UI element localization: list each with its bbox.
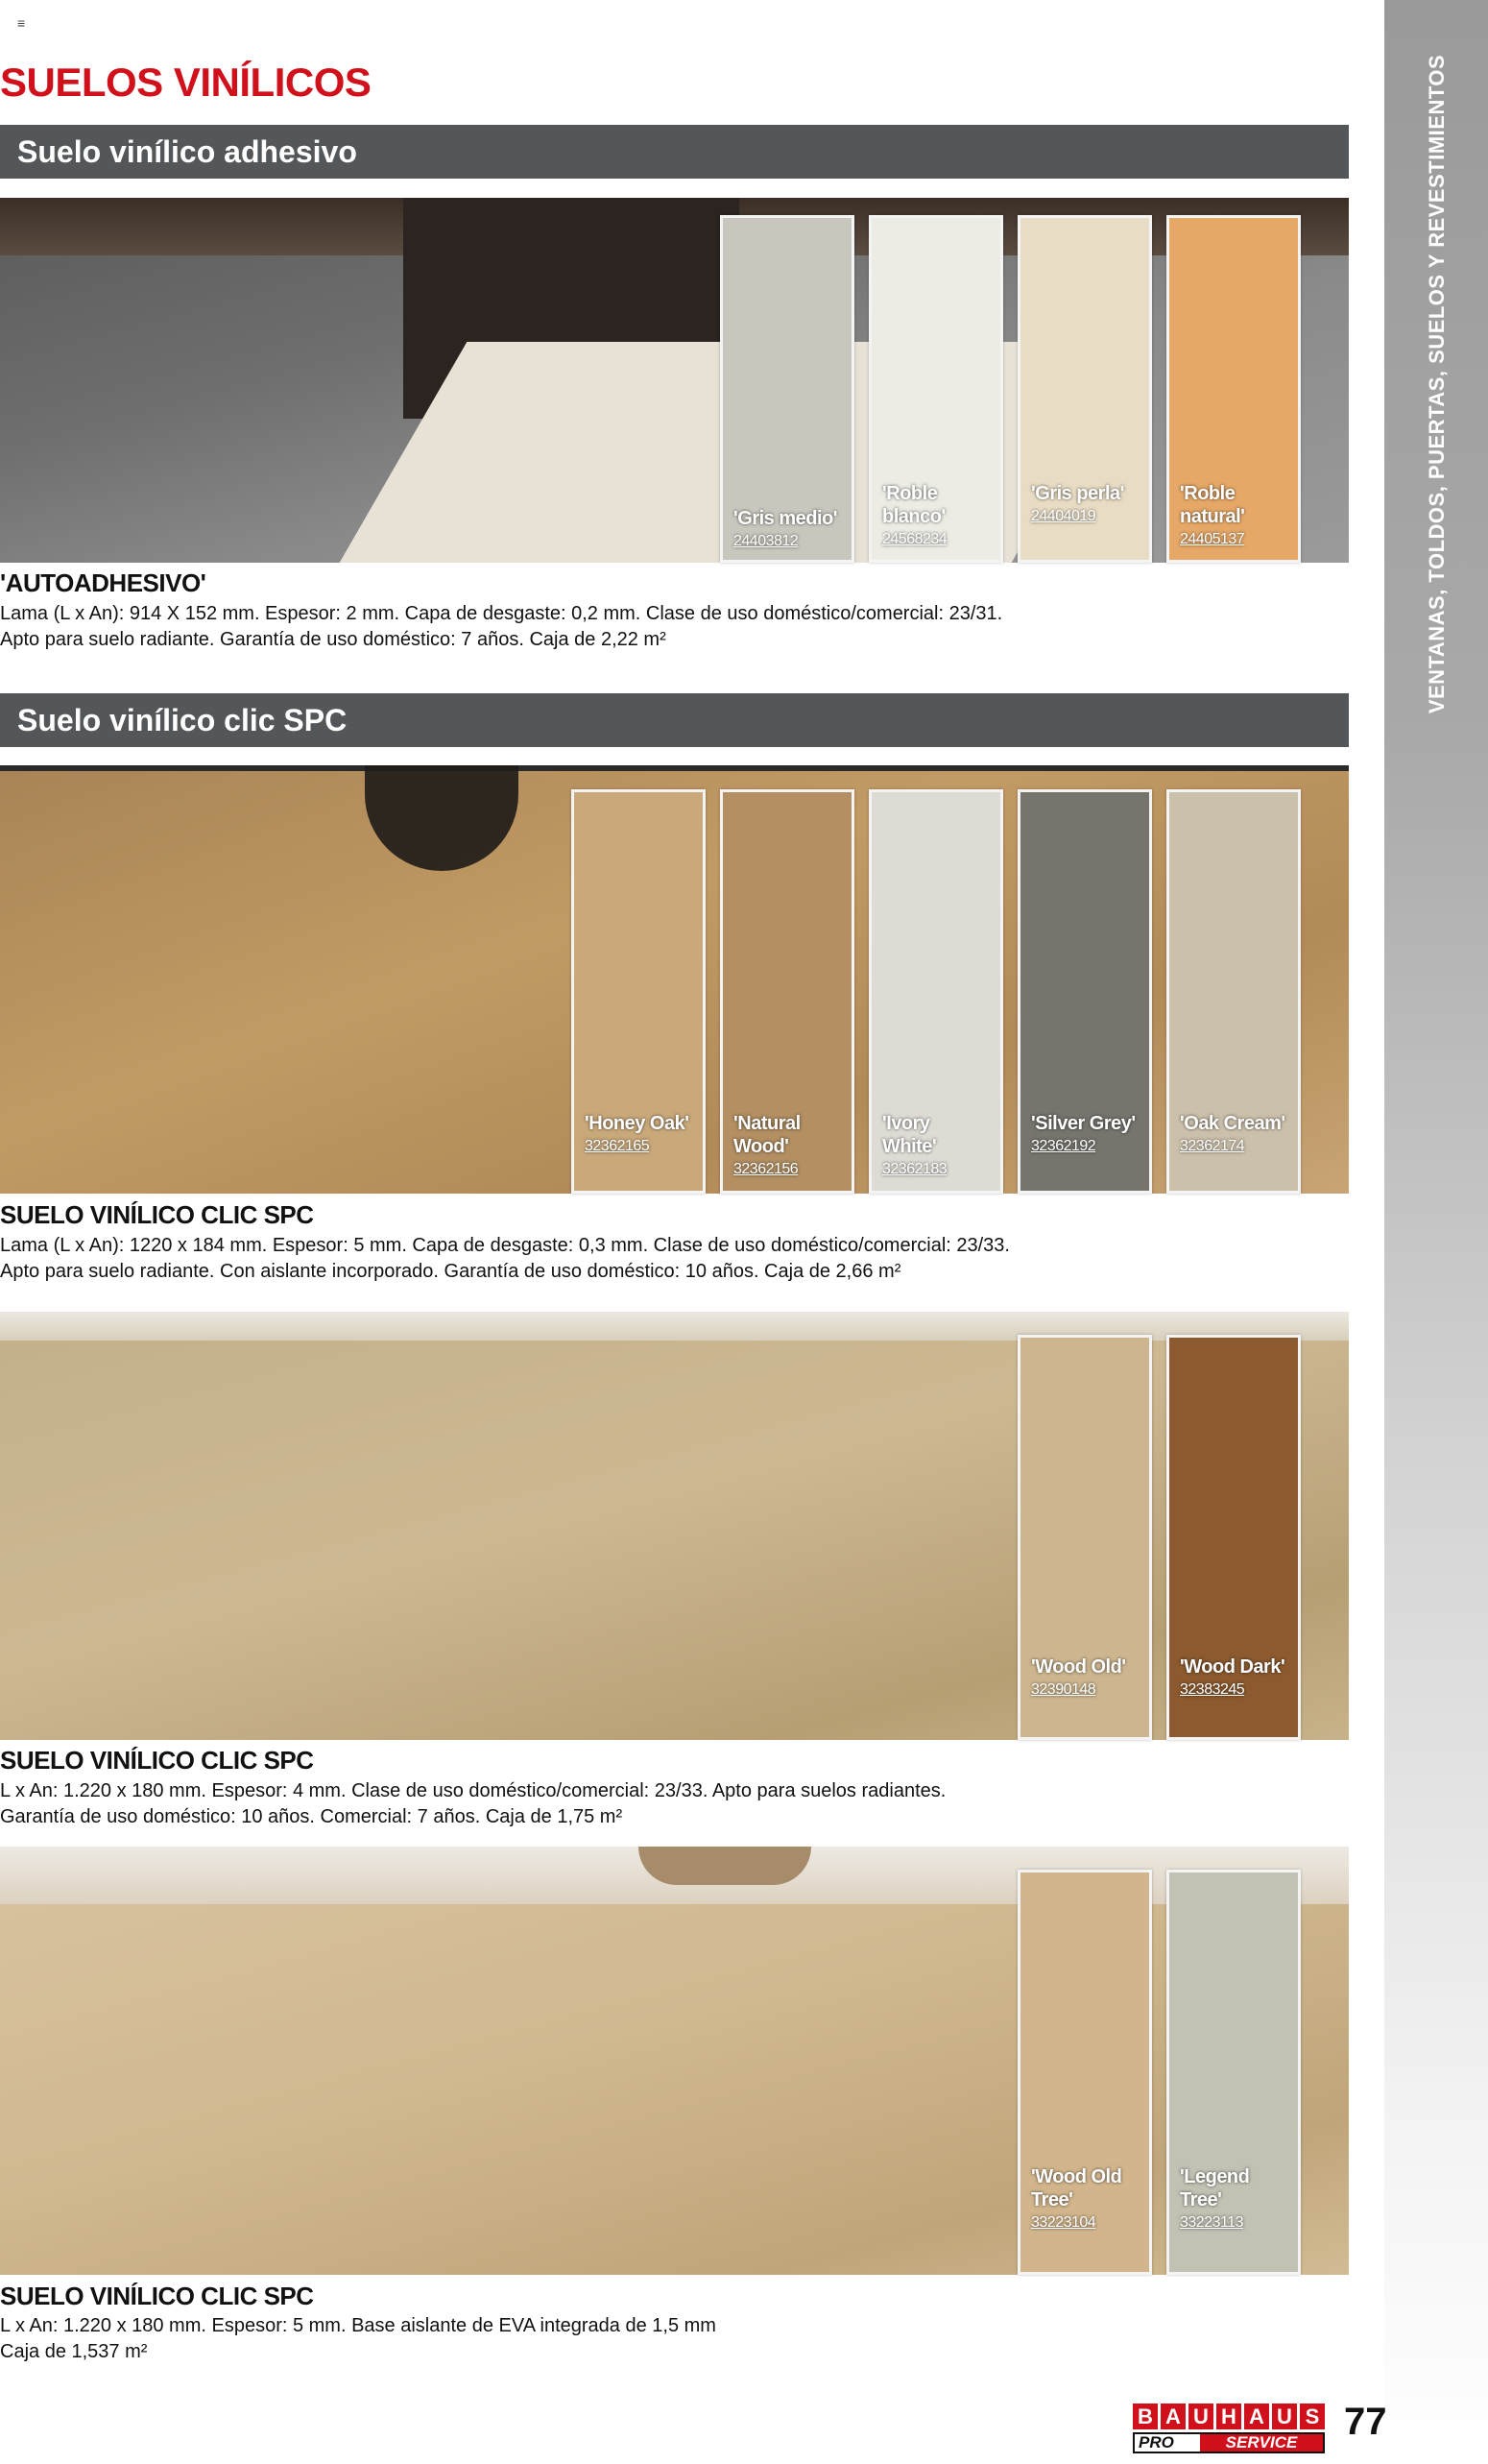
product-code: 32390148 [1031, 1681, 1096, 1698]
swatch-label: 'Wood Old' 32390148 [1031, 1655, 1175, 1700]
product-description-line: Caja de 1,537 m² [0, 2341, 148, 2362]
product-description-line: Garantía de uso doméstico: 10 años. Comercial: 7 años. Caja de 1,75 m² [0, 1806, 623, 1827]
swatch-label: 'Roble blanco' 24568234 [882, 482, 988, 549]
product-code: 32383245 [1180, 1681, 1245, 1698]
swatch-label: 'Honey Oak' 32362165 [585, 1112, 729, 1156]
logo-letter: B [1133, 2404, 1158, 2429]
product-description-line: Lama (L x An): 914 X 152 mm. Espesor: 2 mm. Capa de desgaste: 0,2 mm. Clase de uso doméstico/comercial: 23/31. [0, 603, 1003, 624]
product-description-line: L x An: 1.220 x 180 mm. Espesor: 4 mm. Clase de uso doméstico/comercial: 23/33. Apto para suelos radiantes. [0, 1780, 947, 1801]
logo-letter: A [1244, 2404, 1269, 2429]
menu-icon[interactable]: ≡ [17, 15, 26, 31]
product-code: 24568234 [882, 531, 948, 547]
logo-letter: U [1188, 2404, 1213, 2429]
product-title: SUELO VINÍLICO CLIC SPC [0, 2282, 314, 2310]
page-title: SUELOS VINÍLICOS [0, 60, 372, 105]
logo-letter: H [1216, 2404, 1241, 2429]
logo-subline [1133, 2432, 1325, 2453]
product-title: 'AUTOADHESIVO' [0, 568, 206, 597]
product-code: 24405137 [1180, 531, 1245, 547]
section-header-clic: Suelo vinílico clic SPC [0, 693, 1349, 747]
product-code: 32362165 [585, 1138, 650, 1154]
swatch-label: 'Natural Wood' 32362156 [733, 1112, 839, 1179]
product-description-line: Apto para suelo radiante. Con aislante incorporado. Garantía de uso doméstico: 10 años. Caja de 2,66 m² [0, 1261, 901, 1282]
product-code: 33223104 [1031, 2214, 1096, 2231]
swatch-label: 'Ivory White' 32362183 [882, 1112, 978, 1179]
product-code: 32362156 [733, 1161, 799, 1177]
product-code: 24404019 [1031, 508, 1096, 524]
logo-letter: U [1272, 2404, 1297, 2429]
product-description-line: Apto para suelo radiante. Garantía de uso doméstico: 7 años. Caja de 2,22 m² [0, 629, 666, 650]
product-title: SUELO VINÍLICO CLIC SPC [0, 1746, 314, 1775]
logo-letter: S [1300, 2404, 1325, 2429]
product-code: 24403812 [733, 533, 799, 549]
logo-letter: A [1161, 2404, 1186, 2429]
swatch-label: 'Silver Grey' 32362192 [1031, 1112, 1175, 1156]
page-number: 77 [1344, 2401, 1387, 2443]
product-description-line: Lama (L x An): 1220 x 184 mm. Espesor: 5 mm. Capa de desgaste: 0,3 mm. Clase de uso doméstico/comercial: 23/33. [0, 1235, 1010, 1256]
swatch-label: 'Roble natural' 24405137 [1180, 482, 1285, 549]
swatch-label: 'Legend Tree' 33223113 [1180, 2165, 1276, 2233]
swatch-label: 'Wood Old Tree' 33223104 [1031, 2165, 1127, 2233]
swatch-label: 'Gris medio' 24403812 [733, 507, 877, 551]
product-code: 33223113 [1180, 2214, 1243, 2231]
logo-service: SERVICE [1200, 2434, 1323, 2452]
swatch-label: 'Wood Dark' 32383245 [1180, 1655, 1324, 1700]
product-code: 32362183 [882, 1161, 948, 1177]
swatch-label: 'Gris perla' 24404019 [1031, 482, 1175, 526]
bauhaus-pro-service-logo [1133, 2404, 1325, 2453]
section-header-adhesivo: Suelo vinílico adhesivo [0, 125, 1349, 179]
logo-pro: PRO [1139, 2433, 1174, 2452]
logo-wordmark [1133, 2404, 1325, 2429]
product-description-line: L x An: 1.220 x 180 mm. Espesor: 5 mm. Base aislante de EVA integrada de 1,5 mm [0, 2315, 716, 2336]
swatch-label: 'Oak Cream' 32362174 [1180, 1112, 1324, 1156]
product-code: 32362174 [1180, 1138, 1245, 1154]
side-category-label: VENTANAS, TOLDOS, PUERTAS, SUELOS Y REVESTIMIENTOS [1425, 54, 1449, 714]
product-code: 32362192 [1031, 1138, 1096, 1154]
product-title: SUELO VINÍLICO CLIC SPC [0, 1200, 314, 1229]
